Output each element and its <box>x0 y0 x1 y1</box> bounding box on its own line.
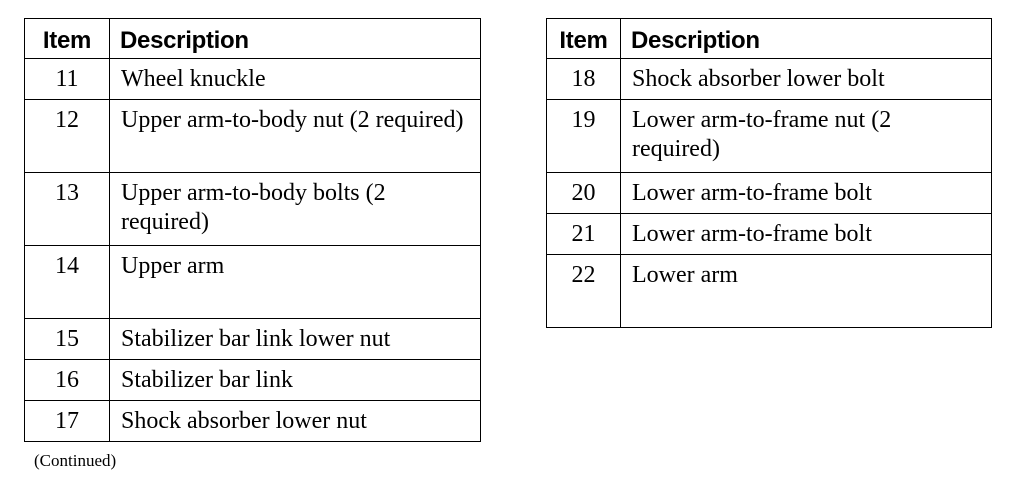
table-row <box>547 173 992 214</box>
table-row <box>25 319 481 360</box>
continued-note: (Continued) <box>34 451 117 470</box>
item-description: Upper arm <box>110 246 481 319</box>
item-number: 22 <box>547 255 621 328</box>
item-description: Lower arm-to-frame bolt <box>621 214 992 255</box>
table-row <box>547 214 992 255</box>
item-number: 20 <box>547 173 621 214</box>
item-description: Lower arm-to-frame bolt <box>621 173 992 214</box>
item-number: 14 <box>25 246 110 319</box>
item-description: Lower arm-to-frame nut (2 required) <box>621 100 992 173</box>
item-column-header: Item <box>25 19 110 59</box>
item-description: Shock absorber lower bolt <box>621 59 992 100</box>
item-number: 12 <box>25 100 110 173</box>
table-row <box>25 59 481 100</box>
right-parts-table <box>546 18 992 328</box>
table-row <box>25 360 481 401</box>
table-row <box>25 173 481 246</box>
table-row <box>25 401 481 442</box>
table-row <box>547 100 992 173</box>
table-row <box>547 255 992 328</box>
item-number: 15 <box>25 319 110 360</box>
item-description: Stabilizer bar link lower nut <box>110 319 481 360</box>
table-row <box>25 246 481 319</box>
item-description: Stabilizer bar link <box>110 360 481 401</box>
item-description: Lower arm <box>621 255 992 328</box>
item-description: Wheel knuckle <box>110 59 481 100</box>
table-row <box>25 100 481 173</box>
item-description: Upper arm-to-body nut (2 required) <box>110 100 481 173</box>
item-description: Upper arm-to-body bolts (2 required) <box>110 173 481 246</box>
item-description: Shock absorber lower nut <box>110 401 481 442</box>
item-number: 11 <box>25 59 110 100</box>
description-column-header: Description <box>110 19 481 59</box>
item-number: 17 <box>25 401 110 442</box>
item-number: 19 <box>547 100 621 173</box>
item-number: 18 <box>547 59 621 100</box>
item-number: 13 <box>25 173 110 246</box>
item-number: 16 <box>25 360 110 401</box>
header-row <box>547 19 992 59</box>
description-column-header: Description <box>621 19 992 59</box>
item-number: 21 <box>547 214 621 255</box>
header-row <box>25 19 481 59</box>
table-row <box>547 59 992 100</box>
item-column-header: Item <box>547 19 621 59</box>
left-parts-table <box>24 18 481 442</box>
